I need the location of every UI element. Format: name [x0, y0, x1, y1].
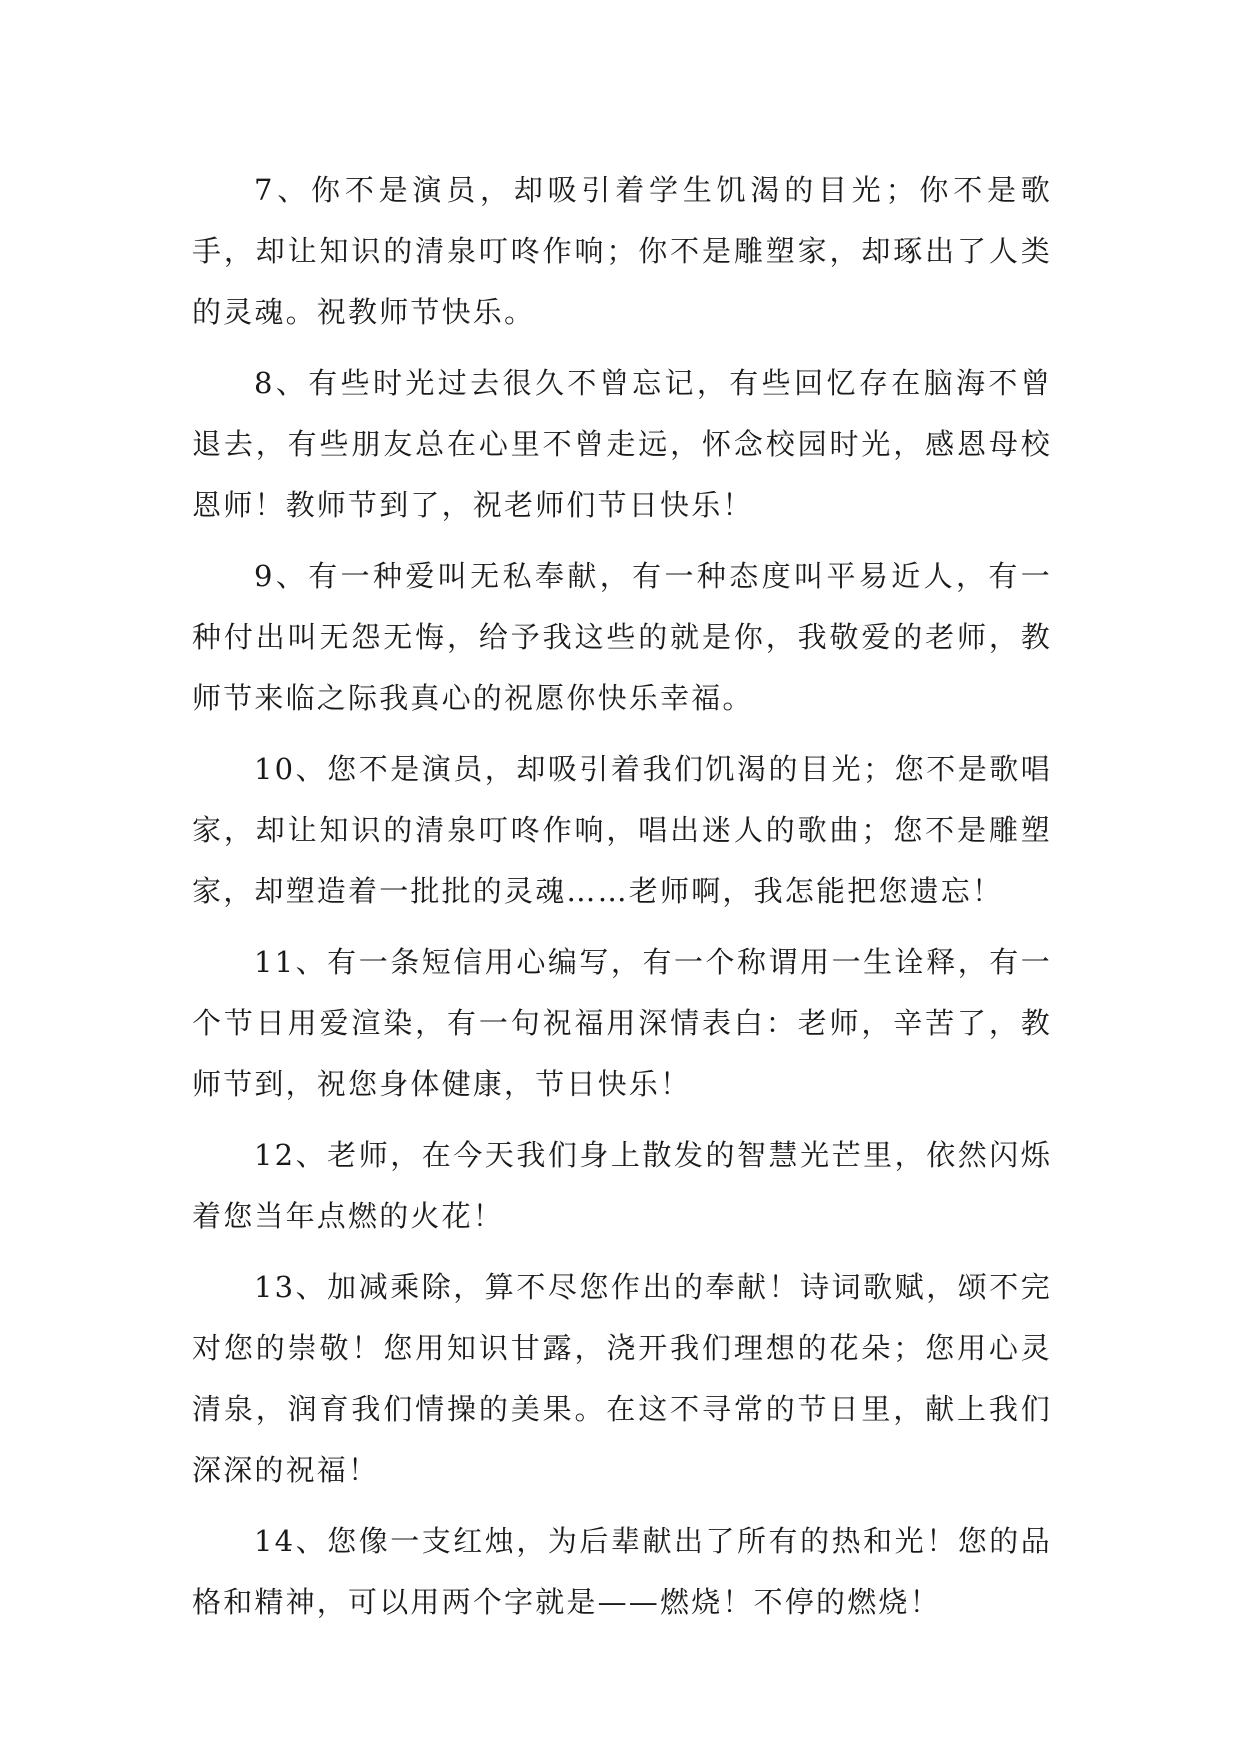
- document-body: [192, 160, 1052, 1643]
- paragraph-12: 12、老师，在今天我们身上散发的智慧光芒里，依然闪烁着您当年点燃的火花！: [192, 1138, 1052, 1233]
- paragraph-14: 14、您像一支红烛，为后辈献出了所有的热和光！您的品格和精神，可以用两个字就是——燃烧！不停的燃烧！: [192, 1524, 1052, 1619]
- paragraph-10: 10、您不是演员，却吸引着我们饥渴的目光；您不是歌唱家，却让知识的清泉叮咚作响，唱出迷人的歌曲；您不是雕塑家，却塑造着一批批的灵魂……老师啊，我怎能把您遗忘！: [192, 752, 1052, 908]
- paragraph-7: 7、你不是演员，却吸引着学生饥渴的目光；你不是歌手，却让知识的清泉叮咚作响；你不是雕塑家，却琢出了人类的灵魂。祝教师节快乐。: [192, 173, 1052, 329]
- paragraph-13: 13、加减乘除，算不尽您作出的奉献！诗词歌赋，颂不完对您的崇敬！您用知识甘露，浇开我们理想的花朵；您用心灵清泉，润育我们情操的美果。在这不寻常的节日里，献上我们深深的祝福！: [192, 1270, 1052, 1487]
- paragraph-8: 8、有些时光过去很久不曾忘记，有些回忆存在脑海不曾退去，有些朋友总在心里不曾走远，怀念校园时光，感恩母校恩师！教师节到了，祝老师们节日快乐！: [192, 366, 1052, 522]
- paragraph-11: 11、有一条短信用心编写，有一个称谓用一生诠释，有一个节日用爱渲染，有一句祝福用深情表白：老师，辛苦了，教师节到，祝您身体健康，节日快乐！: [192, 945, 1052, 1101]
- paragraph-9: 9、有一种爱叫无私奉献，有一种态度叫平易近人，有一种付出叫无怨无悔，给予我这些的就是你，我敬爱的老师，教师节来临之际我真心的祝愿你快乐幸福。: [192, 559, 1052, 715]
